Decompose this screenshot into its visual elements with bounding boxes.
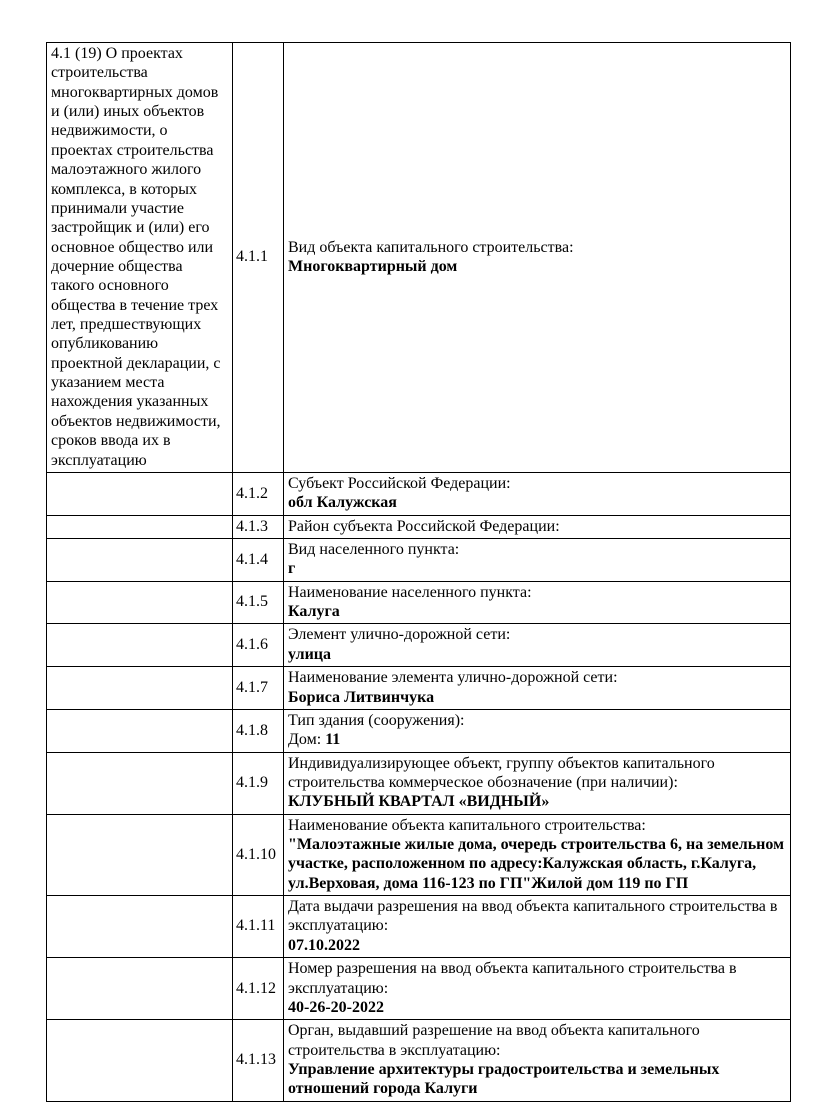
table-row <box>47 538 791 581</box>
row-content <box>284 624 791 667</box>
field-label: Субъект Российской Федерации: <box>288 474 511 492</box>
left-empty-cell <box>47 896 233 958</box>
left-empty-cell <box>47 752 233 814</box>
field-value: 07.10.2022 <box>288 936 360 954</box>
field-value-line <box>288 998 786 1017</box>
row-number: 4.1.4 <box>233 538 284 581</box>
field-value-line <box>288 835 786 893</box>
section-description: 4.1 (19) О проектах строительства многоквартирных домов и (или) иных объектов недвижимости, о проектах строительства малоэтажного жилого комплекса, в которых принимали участие застройщик и (или) его основное общество или дочерние общества такого основного общества в течение трех лет, предшествующих опубликованию проектной декларации, с указанием места нахождения указанных объектов недвижимости, сроков ввода их в эксплуатацию <box>51 45 221 469</box>
row-number: 4.1.5 <box>233 581 284 624</box>
field-label: Тип здания (сооружения): <box>288 711 465 729</box>
field-value-line <box>288 792 786 811</box>
row-number: 4.1.13 <box>233 1020 284 1101</box>
left-empty-cell <box>47 472 233 515</box>
field-label: Наименование населенного пункта: <box>288 583 532 601</box>
row-content <box>284 581 791 624</box>
field-value: Калуга <box>288 603 340 621</box>
field-value: г <box>288 560 296 578</box>
table-row <box>47 624 791 667</box>
left-empty-cell <box>47 1020 233 1101</box>
row-content <box>284 515 791 538</box>
table-row <box>47 43 791 473</box>
row-number: 4.1.10 <box>233 814 284 895</box>
table-row <box>47 667 791 710</box>
field-value-line <box>288 936 786 955</box>
field-label: Номер разрешения на ввод объекта капитального строительства в эксплуатацию: <box>288 960 737 997</box>
row-content <box>284 709 791 752</box>
row-number: 4.1.1 <box>233 43 284 473</box>
table-row <box>47 958 791 1020</box>
row-content <box>284 896 791 958</box>
field-label: Дата выдачи разрешения на ввод объекта капитального строительства в эксплуатацию: <box>288 898 778 935</box>
left-empty-cell <box>47 538 233 581</box>
value-prefix: Дом: <box>288 731 326 749</box>
field-label: Район субъекта Российской Федерации: <box>288 517 560 535</box>
table-row <box>47 515 791 538</box>
declaration-table <box>46 42 791 1102</box>
field-value-line <box>288 688 786 707</box>
left-empty-cell <box>47 515 233 538</box>
field-value-line <box>288 257 786 276</box>
table-row <box>47 896 791 958</box>
field-label: Наименование элемента улично-дорожной сети: <box>288 669 618 687</box>
field-value-line <box>288 493 786 512</box>
table-row <box>47 709 791 752</box>
row-content <box>284 667 791 710</box>
field-value: обл Калужская <box>288 494 397 512</box>
row-content <box>284 43 791 473</box>
field-value: улица <box>288 645 332 663</box>
field-value: КЛУБНЫЙ КВАРТАЛ «ВИДНЫЙ» <box>288 793 550 811</box>
row-number: 4.1.6 <box>233 624 284 667</box>
row-content <box>284 958 791 1020</box>
field-value-line <box>288 730 786 749</box>
table-row <box>47 581 791 624</box>
left-empty-cell <box>47 667 233 710</box>
row-number: 4.1.9 <box>233 752 284 814</box>
field-label: Элемент улично-дорожной сети: <box>288 626 511 644</box>
row-number: 4.1.7 <box>233 667 284 710</box>
left-empty-cell <box>47 814 233 895</box>
section-description-cell <box>47 43 233 473</box>
field-value: 40-26-20-2022 <box>288 998 384 1016</box>
row-content <box>284 752 791 814</box>
left-empty-cell <box>47 624 233 667</box>
row-number: 4.1.12 <box>233 958 284 1020</box>
field-label: Индивидуализирующее объект, группу объектов капитального строительства коммерческое обозначение (при наличии): <box>288 754 715 791</box>
table-row <box>47 752 791 814</box>
left-empty-cell <box>47 709 233 752</box>
row-content <box>284 1020 791 1101</box>
field-label: Вид объекта капитального строительства: <box>288 238 574 256</box>
field-value: 11 <box>325 731 341 749</box>
left-empty-cell <box>47 581 233 624</box>
field-value-line <box>288 559 786 578</box>
field-value: Бориса Литвинчука <box>288 688 435 706</box>
table-row <box>47 814 791 895</box>
field-value-line <box>288 1060 786 1099</box>
row-number: 4.1.11 <box>233 896 284 958</box>
row-number: 4.1.3 <box>233 515 284 538</box>
table-row <box>47 472 791 515</box>
row-content <box>284 538 791 581</box>
field-value: Многоквартирный дом <box>288 257 458 275</box>
field-label: Наименование объекта капитального строительства: <box>288 816 646 834</box>
table-row <box>47 1020 791 1101</box>
field-label: Орган, выдавший разрешение на ввод объекта капитального строительства в эксплуатацию: <box>288 1022 700 1059</box>
field-value-line <box>288 602 786 621</box>
row-number: 4.1.8 <box>233 709 284 752</box>
row-number: 4.1.2 <box>233 472 284 515</box>
field-value: Управление архитектуры градостроительства и земельных отношений города Калуги <box>288 1060 720 1098</box>
left-empty-cell <box>47 958 233 1020</box>
field-label: Вид населенного пункта: <box>288 540 460 558</box>
field-value-line <box>288 645 786 664</box>
field-value: "Малоэтажные жилые дома, очередь строительства 6, на земельном участке, расположенном по адресу:Калужская область, г.Калуга, ул.Верховая, дома 116-123 по ГП"Жилой дом 119 по ГП <box>288 836 784 892</box>
row-content <box>284 814 791 895</box>
row-content <box>284 472 791 515</box>
